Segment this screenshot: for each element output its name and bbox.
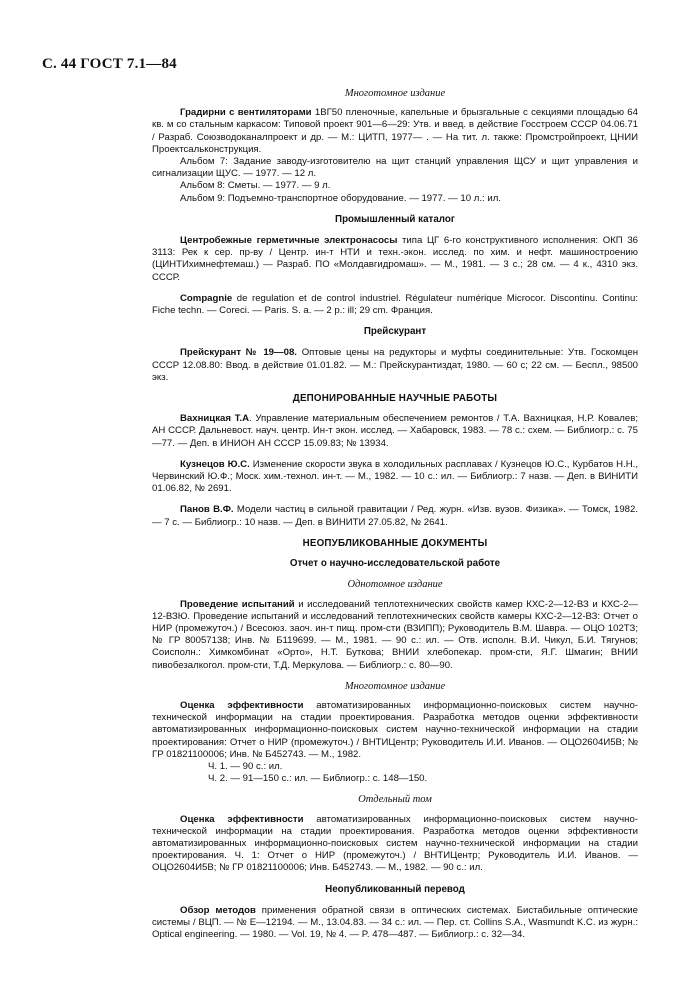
- album-8: Альбом 8: Сметы. — 1977. — 9 л.: [180, 180, 331, 192]
- entry-body: Оптовые цены на редукторы и муфты соединительные: Утв. Госкомцен СССР 12.08.80: Ввод. в действие 01.01.82. — М.: Прейскурантиздат, 1980. — 60 с; 22 см. — Беспл., 98500 экз.: [152, 347, 638, 383]
- part-2: Ч. 2. — 91—150 с.: ил. — Библиогр.: с. 148—150.: [208, 773, 428, 785]
- entry-title: Центробежные герметичные электронасосы: [180, 235, 398, 247]
- heading-research-report: Отчет о научно-исследовательской работе: [289, 558, 501, 570]
- heading-deposited-works: ДЕПОНИРОВАННЫЕ НАУЧНЫЕ РАБОТЫ: [292, 393, 498, 405]
- entry-title: Проведение испытаний: [180, 598, 295, 610]
- entry-kuznetsov: [152, 459, 638, 496]
- entry-title: Прейскурант № 19—08.: [180, 347, 297, 359]
- subheading-single-volume: Однотомное издание: [347, 579, 443, 591]
- subheading-multivolume-2: Многотомное издание: [344, 680, 446, 692]
- entry-price-list: [152, 347, 638, 384]
- heading-price-list: Прейскурант: [363, 326, 427, 338]
- entry-title: Оценка эффективности: [180, 813, 304, 825]
- entry-body: типа ЦГ 6-го конструктивного исполнения: ОКП 36 3113: Рек к сер. пр-ву / Центр. ин-т НТИ и техн.-экон. исслед. по хим. и нефт. машиностроению (ЦИНТИхимнефтемаш.) — Разраб. ПО «Молдавгидромаш». — М., 1981. — 3 с.; 28 см. — 4 к., 4310 экз. СССР.: [152, 235, 638, 283]
- entry-body: применения обратной связи в оптических системах. Бистабильные оптические системы / ВЦП. — № Е—12194. — М., 13.04.83. — 34 с.: ил. — Пер. ст. Collins S.A., Wasmundt K.C. из журн.: Optical engineering. — 1980. — Vol. 19, № 4. — P. 478—487. — Библиогр.: с. 32—34.: [152, 904, 638, 941]
- entry-body: Изменение скорости звука в холодильных расплавах / Кузнецов Ю.С., Курбатов Н.Н., Червинский Ю.Ф.; Моск. хим.-технол. ин-т. — М., 1982. — 10 с.: ил. — Библиогр.: 7 назв. — Деп. в ВИНИТИ 01.06.82, № 2691.: [152, 458, 639, 495]
- entry-body: автоматизированных информационно-поисковых систем научно-технической информации на стадии проектирования. Разработка методов оценки эффективности автоматизированных информационно-поисковых систем научно-технической информации на стадии проектирования. Ч. 1: Отчет о НИР (промежуточ.) / ВНТИЦентр; Руководитель И.И. Иванов. — ОЦО2604И5В; № ГР 01821100006; Инв. Б452743. — М., 1982. — 90 с.: ил.: [152, 813, 638, 874]
- entry-title: Оценка эффективности: [180, 699, 304, 711]
- part-1: Ч. 1. — 90 с.: ил.: [208, 760, 283, 772]
- entry-electropumps: [152, 235, 638, 284]
- subheading-separate-volume: Отдельный том: [358, 794, 432, 806]
- entry-vakhnitskaya: [152, 413, 638, 450]
- entry-body: и исследований теплотехнических свойств камер КХС-2—12-ВЗ и КХС-2—12-ВЗЮ. Проведение испытаний и исследований теплотехнических свойств камеры КХС-2—12-ВЗ: Отчет о НИР (промежуточ.) / Всесоюз. заоч. ин-т пищ. пром-сти (ВЗИПП); Руководитель В.М. Шавра. — ОЦО 102ТЗ; № ГР 80057138; Инв. № Б119699. — М., 1981. — 90 с.: ил. — Отв. исполн. В.И. Чикул, Б.И. Тягунов; Соисполн.: Химкомбинат «Орто», Н.Т. Буткова; ВНИИ хлебопекар. пром-сти, Я.Г. Шмагин; ВНИИ пивобезалкогол. пром-сти, Т.Д. Меркулова. — Библиогр.: с. 80—90.: [152, 598, 639, 671]
- entry-title: Compagnie: [180, 292, 233, 304]
- document-body: [152, 84, 638, 941]
- album-9: Альбом 9: Подъемно-транспортное оборудование. — 1977. — 10 л.: ил.: [180, 192, 501, 204]
- entry-body: 1ВГ50 пленочные, капельные и брызгальные с секциями площадью 64 кв. м со стальным каркасом: Типовой проект 901—6—29: Утв. и введ. в действие Госстроем СССР 04.06.71 / Разраб. Союзводоканалпроект и др. — М.: ЦИТП, 1977— . — На тит. л. также: Промстройпроект, ЦНИИ Проектсальконструкция.: [152, 107, 638, 155]
- entry-efficiency-single: [152, 814, 638, 875]
- entry-title: Обзор методов: [180, 904, 256, 916]
- subheading-multivolume: Многотомное издание: [344, 88, 446, 99]
- entry-body: de regulation et de control industriel. Régulateur numérique Microcor. Discontinu. Continu: Fiche techn. — Coreci. — Paris. S. a. — 2 p.: ill; 29 cm. Франция.: [152, 292, 638, 317]
- entry-body: автоматизированных информационно-поисковых систем научно-технической информации на стадии проектирования. Разработка методов оценки эффективности автоматизированных информационно-поисковых систем научно-технической информации на стадии проектирования: Отчет о НИР (промежуточ.) / ВНТИЦентр; Руководитель И.И. Иванов. — ОЦО2604И5В; № ГР 01821100006; Инв. № Б452743. — М., 1982.: [152, 699, 638, 760]
- entry-title: Панов В.Ф.: [180, 504, 234, 516]
- entry-compagnie: [152, 293, 638, 317]
- heading-unpublished-documents: НЕОПУБЛИКОВАННЫЕ ДОКУМЕНТЫ: [302, 537, 488, 549]
- page-header: С. 44 ГОСТ 7.1—84: [42, 56, 177, 72]
- entry-title: Вахницкая Т.А: [180, 413, 250, 425]
- entry-translation: [152, 905, 638, 942]
- entry-panov: [152, 504, 638, 528]
- entry-gradirni: [152, 107, 638, 156]
- entry-title: Градирни с вентиляторами: [180, 107, 312, 119]
- entry-title: Кузнецов Ю.С.: [180, 458, 250, 470]
- entry-efficiency-multi: [152, 700, 638, 761]
- entry-testing: [152, 599, 638, 672]
- entry-body: Модели частиц в сильной гравитации / Ред. журн. «Изв. вузов. Физика». — Томск, 1982. — 7 с. — Библиогр.: 10 назв. — Деп. в ВИНИТИ 27.05.82, № 2641.: [152, 504, 638, 528]
- heading-unpublished-translation: Неопубликованный перевод: [325, 883, 465, 895]
- heading-industrial-catalog: Промышленный каталог: [335, 213, 455, 225]
- entry-body: . Управление материальным обеспечением ремонтов / Т.А. Вахницкая, Н.Р. Ковалев; АН СССР. Дальневост. науч. центр. Ин-т экон. исслед. — Хабаровск, 1983. — 78 с.: схем. — Библиогр.: с. 75—77. — Деп. в ИНИОН АН СССР 15.09.83; № 13934.: [152, 413, 639, 449]
- album-7: Альбом 7: Задание заводу-изготовителю на щит станций управления ЩСУ и щит управления и сигнализации ЩУС. — 1977. — 12 л.: [152, 156, 638, 180]
